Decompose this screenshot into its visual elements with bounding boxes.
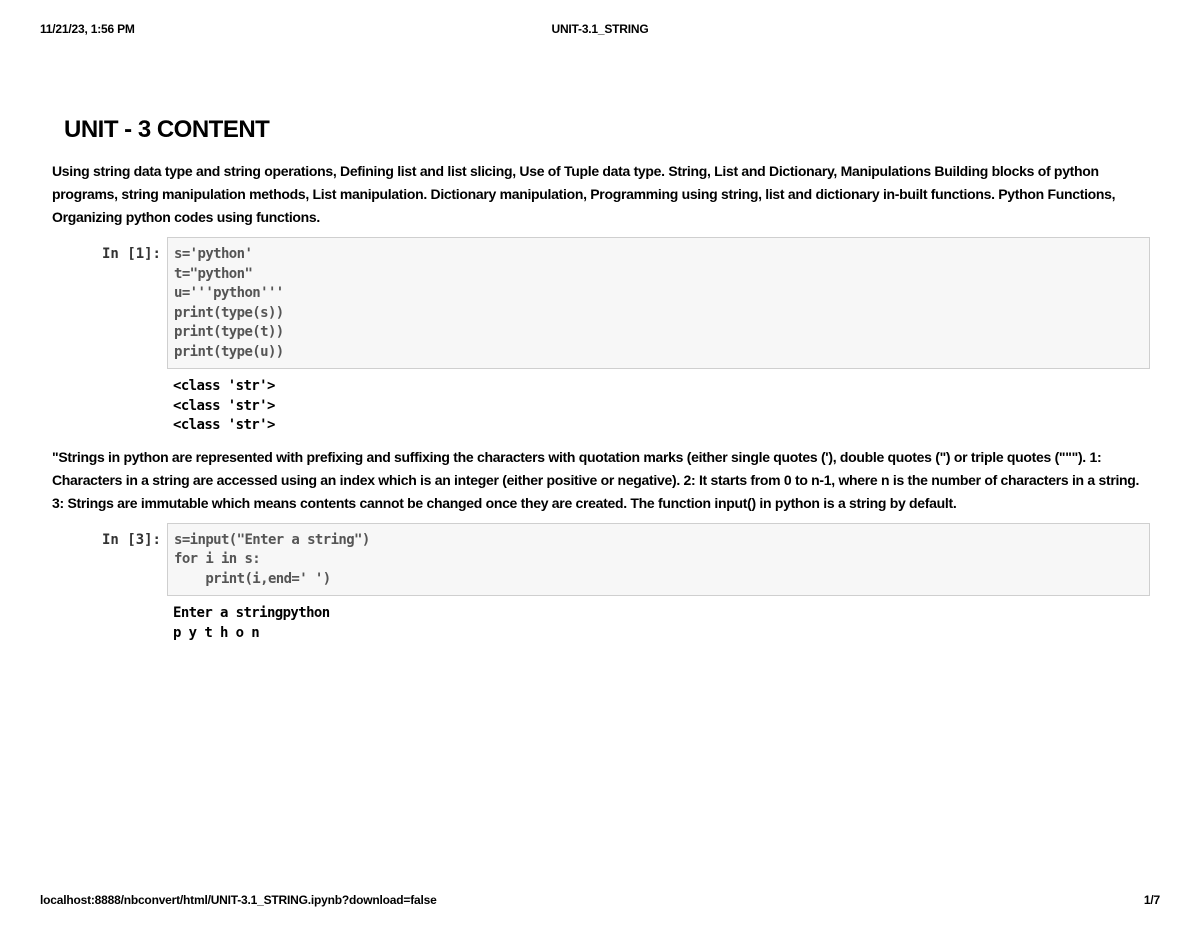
cell-prompt: In [3]:: [101, 531, 161, 548]
output-line: <class 'str'>: [173, 378, 275, 394]
print-url: localhost:8888/nbconvert/html/UNIT-3.1_STRING.ipynb?download=false: [40, 893, 437, 907]
print-datetime: 11/21/23, 1:56 PM: [40, 22, 135, 36]
print-footer: [40, 893, 1160, 909]
output-line: <class 'str'>: [173, 417, 275, 433]
code-line: u='''python''': [174, 285, 284, 301]
code-cell-1[interactable]: [52, 237, 1150, 369]
code-input-area[interactable]: [167, 237, 1150, 369]
output-line: Enter a stringpython: [173, 605, 330, 621]
code-line: s=input("Enter a string"): [174, 531, 370, 548]
code-cell-3[interactable]: [52, 523, 1150, 597]
strings-note-paragraph: "Strings in python are represented with prefixing and suffixing the characters with quotation marks (either single quotes ('), double quotes (") or triple quotes ("""). 1: Characters in a string are accessed using an index which is an integer (either positive or negative). 2: It starts from 0 to n-1, where n is the number of characters in a string. 3: Strings are immutable which means contents cannot be changed once they are created. The function input() in python is a string by default.: [52, 448, 1140, 511]
cell-prompt: In [1]:: [101, 246, 161, 262]
code-line: t="python": [174, 265, 253, 282]
code-line: print(type(u)): [174, 343, 284, 360]
cell-output-3: [173, 604, 1150, 643]
cell-output-1: [173, 377, 1150, 436]
intro-paragraph: Using string data type and string operations, Defining list and list slicing, Use of Tuple data type. String, List and Dictionary, Manipulations Building blocks of python programs, string manipulation methods, List manipulation. Dictionary manipulation, Programming using string, list and dictionary in-built functions. Python Functions, Organizing python codes using functions.: [52, 163, 1116, 225]
notebook-content: [52, 114, 1150, 653]
print-doc-title: UNIT-3.1_STRING: [551, 22, 649, 36]
code-input-area[interactable]: [167, 523, 1150, 597]
output-line: <class 'str'>: [173, 397, 275, 414]
page-number: 1/7: [1143, 893, 1160, 907]
code-line: print(type(t)): [174, 324, 284, 340]
code-line: print(type(s)): [174, 304, 284, 321]
code-line: for i in s:: [174, 551, 261, 567]
print-header: [40, 22, 1160, 38]
code-line: print(i,end=' '): [174, 570, 331, 587]
notebook-title: UNIT - 3 CONTENT: [64, 116, 270, 143]
code-line: s='python': [174, 246, 253, 262]
output-line: p y t h o n: [173, 624, 260, 641]
